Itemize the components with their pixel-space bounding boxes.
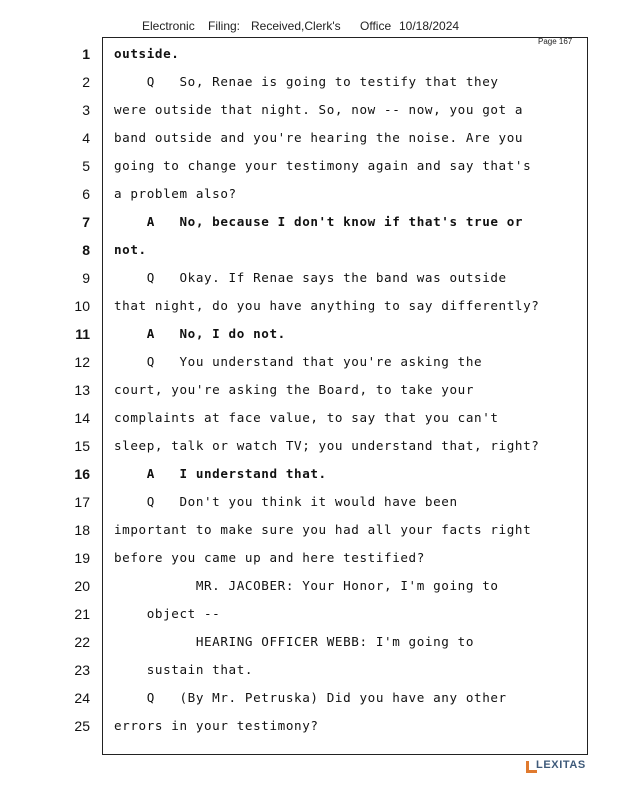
line-text: complaints at face value, to say that you can't	[114, 410, 499, 425]
line-text: before you came up and here testified?	[114, 550, 425, 565]
line-number: 14	[74, 410, 90, 426]
transcript-line	[0, 124, 618, 152]
line-text: MR. JACOBER: Your Honor, I'm going to	[114, 578, 499, 593]
transcript-line	[0, 68, 618, 96]
line-text: going to change your testimony again and say that's	[114, 158, 532, 173]
line-number: 9	[82, 270, 90, 286]
line-number: 23	[74, 662, 90, 678]
transcript-line	[0, 236, 618, 264]
line-number: 18	[74, 522, 90, 538]
line-number: 2	[82, 74, 90, 90]
transcript-line	[0, 208, 618, 236]
line-text: sleep, talk or watch TV; you understand that, right?	[114, 438, 540, 453]
filing-header	[0, 19, 618, 35]
line-number: 12	[74, 354, 90, 370]
line-text: object --	[114, 606, 221, 621]
line-text: Q So, Renae is going to testify that they	[114, 74, 499, 89]
line-text: important to make sure you had all your facts right	[114, 522, 532, 537]
page-number: Page 167	[538, 37, 573, 46]
transcript-line	[0, 404, 618, 432]
line-number: 6	[82, 186, 90, 202]
transcript-line	[0, 320, 618, 348]
transcript-line	[0, 292, 618, 320]
line-text: Q You understand that you're asking the	[114, 354, 483, 369]
transcript-line	[0, 96, 618, 124]
line-number: 7	[82, 214, 90, 230]
transcript-line	[0, 600, 618, 628]
line-number: 17	[74, 494, 90, 510]
line-number: 10	[74, 298, 90, 314]
line-number: 5	[82, 158, 90, 174]
line-number: 24	[74, 690, 90, 706]
line-text: band outside and you're hearing the noise. Are you	[114, 130, 524, 145]
transcript-line	[0, 572, 618, 600]
transcript-line	[0, 712, 618, 740]
line-text: outside.	[114, 46, 180, 61]
line-text: sustain that.	[114, 662, 254, 677]
header-word-office: Office	[360, 19, 392, 33]
line-number: 21	[74, 606, 90, 622]
line-number: 19	[74, 550, 90, 566]
line-number: 16	[74, 466, 90, 482]
line-text: court, you're asking the Board, to take your	[114, 382, 475, 397]
transcript-line	[0, 432, 618, 460]
transcript-line	[0, 656, 618, 684]
lexitas-logo	[524, 759, 594, 777]
line-number: 11	[75, 326, 90, 342]
line-number: 3	[82, 102, 90, 118]
line-number: 22	[74, 634, 90, 650]
header-word-filing: Filing:	[208, 19, 241, 33]
header-word-electronic: Electronic	[142, 19, 195, 33]
line-text: HEARING OFFICER WEBB: I'm going to	[114, 634, 475, 649]
transcript-line	[0, 684, 618, 712]
transcript-line	[0, 488, 618, 516]
header-date: 10/18/2024	[399, 19, 460, 33]
line-text: a problem also?	[114, 186, 237, 201]
line-text: Q (By Mr. Petruska) Did you have any other	[114, 690, 507, 705]
line-text: that night, do you have anything to say differently?	[114, 298, 540, 313]
line-text: Q Okay. If Renae says the band was outside	[114, 270, 507, 285]
line-number: 25	[74, 718, 90, 734]
line-text: A No, I do not.	[114, 326, 286, 341]
transcript-line	[0, 180, 618, 208]
transcript-line	[0, 40, 618, 68]
line-text: A I understand that.	[114, 466, 327, 481]
line-text: not.	[114, 242, 147, 257]
line-text: A No, because I don't know if that's true or	[114, 214, 524, 229]
transcript-line	[0, 264, 618, 292]
transcript-line	[0, 628, 618, 656]
header-word-received-clerks: Received,Clerk's	[251, 19, 341, 33]
line-text: were outside that night. So, now -- now, you got a	[114, 102, 524, 117]
line-number: 8	[82, 242, 90, 258]
transcript-line	[0, 460, 618, 488]
transcript-line	[0, 152, 618, 180]
line-number: 4	[82, 130, 90, 146]
line-number: 1	[82, 46, 90, 62]
logo-text: LEXITAS	[536, 759, 586, 771]
transcript-line	[0, 516, 618, 544]
line-number: 20	[74, 578, 90, 594]
line-text: Q Don't you think it would have been	[114, 494, 458, 509]
transcript-line	[0, 544, 618, 572]
transcript-line	[0, 376, 618, 404]
transcript-line	[0, 348, 618, 376]
line-text: errors in your testimony?	[114, 718, 319, 733]
line-number: 13	[74, 382, 90, 398]
line-number: 15	[74, 438, 90, 454]
